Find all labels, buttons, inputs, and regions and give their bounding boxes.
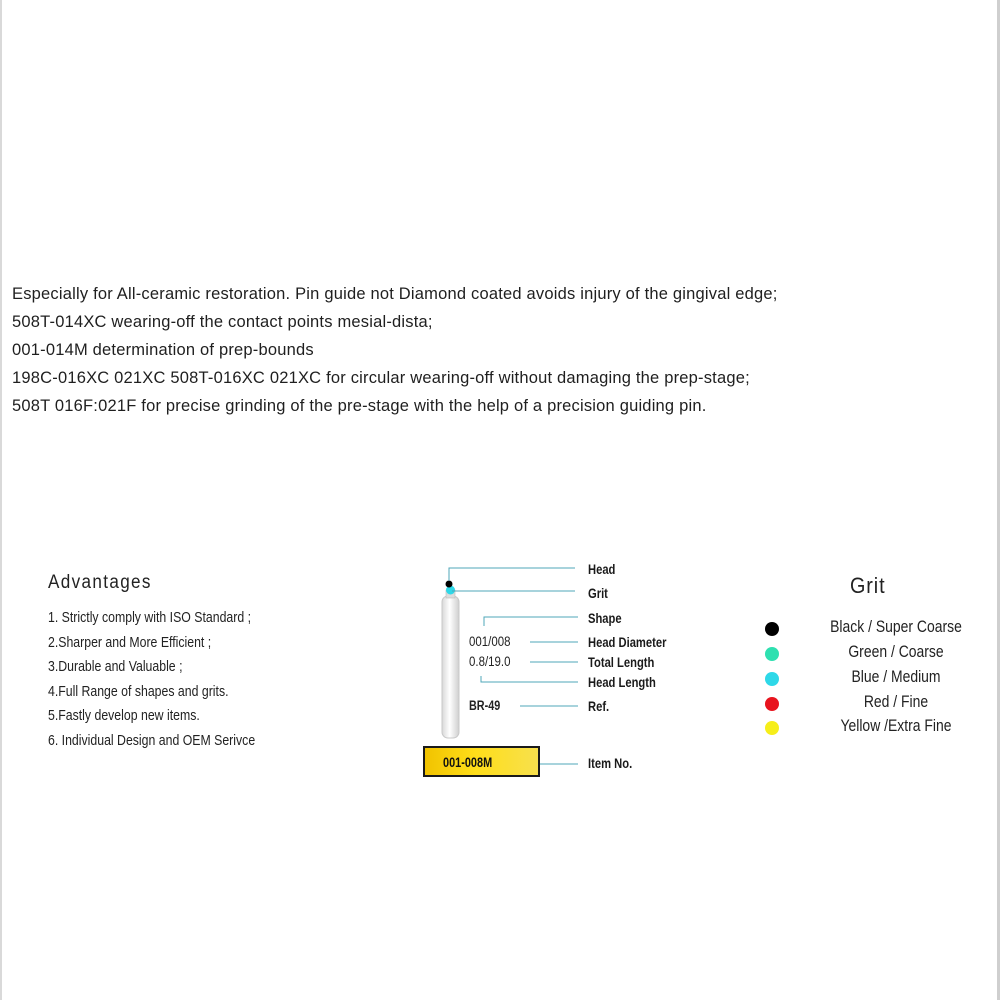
item-number-value: 001-008M [443,754,493,770]
advantage-item: 6. Individual Design and OEM Serivce [48,731,256,749]
label-ref: Ref. [588,698,610,714]
grit-color-dot [765,622,779,636]
grit-color-dot [765,647,779,661]
advantage-item: 1. Strictly comply with ISO Standard ; [48,609,252,626]
grit-row [760,716,1000,740]
label-head-diameter: Head Diameter [588,634,667,650]
intro-line: 198C-016XC 021XC 508T-016XC 021XC for circular wearing-off without damaging the prep-stage; [12,369,750,387]
value-head-diameter: 001/008 [469,634,511,649]
advantages-title: Advantages [48,572,152,593]
grit-label: Black / Super Coarse [830,617,962,636]
grit-label: Green / Coarse [848,642,944,661]
intro-line: Especially for All-ceramic restoration. Pin guide not Diamond coated avoids injury of the gingival edge; [12,285,778,303]
grit-label: Blue / Medium [851,667,941,686]
value-total-length: 0.8/19.0 [469,654,511,669]
label-head-length: Head Length [588,674,656,690]
label-total-length: Total Length [588,654,655,670]
intro-line: 001-014M determination of prep-bounds [12,341,314,359]
advantage-item: 5.Fastly develop new items. [48,707,200,724]
grit-row [760,667,1000,691]
value-ref: BR-49 [469,698,501,713]
advantage-item: 3.Durable and Valuable ; [48,658,183,675]
label-head: Head [588,561,616,577]
grit-title: Grit [850,573,886,598]
grit-label: Yellow /Extra Fine [840,716,952,735]
grit-color-dot [765,721,779,735]
grit-row [760,692,1000,716]
grit-row [760,617,1000,641]
intro-line: 508T 016F:021F for precise grinding of the pre-stage with the help of a precision guiding pin. [12,397,707,415]
bur-illustration [442,581,459,739]
intro-line: 508T-014XC wearing-off the contact points mesial-dista; [12,313,433,331]
label-shape: Shape [588,610,622,626]
grit-label: Red / Fine [863,692,929,711]
grit-row [760,642,1000,666]
label-grit: Grit [588,585,608,601]
advantage-item: 4.Full Range of shapes and grits. [48,682,229,700]
grit-color-dot [765,672,779,686]
advantage-item: 2.Sharper and More Efficient ; [48,633,212,651]
grit-color-dot [765,697,779,711]
label-item-no: Item No. [588,755,633,771]
item-number-box [423,746,540,777]
